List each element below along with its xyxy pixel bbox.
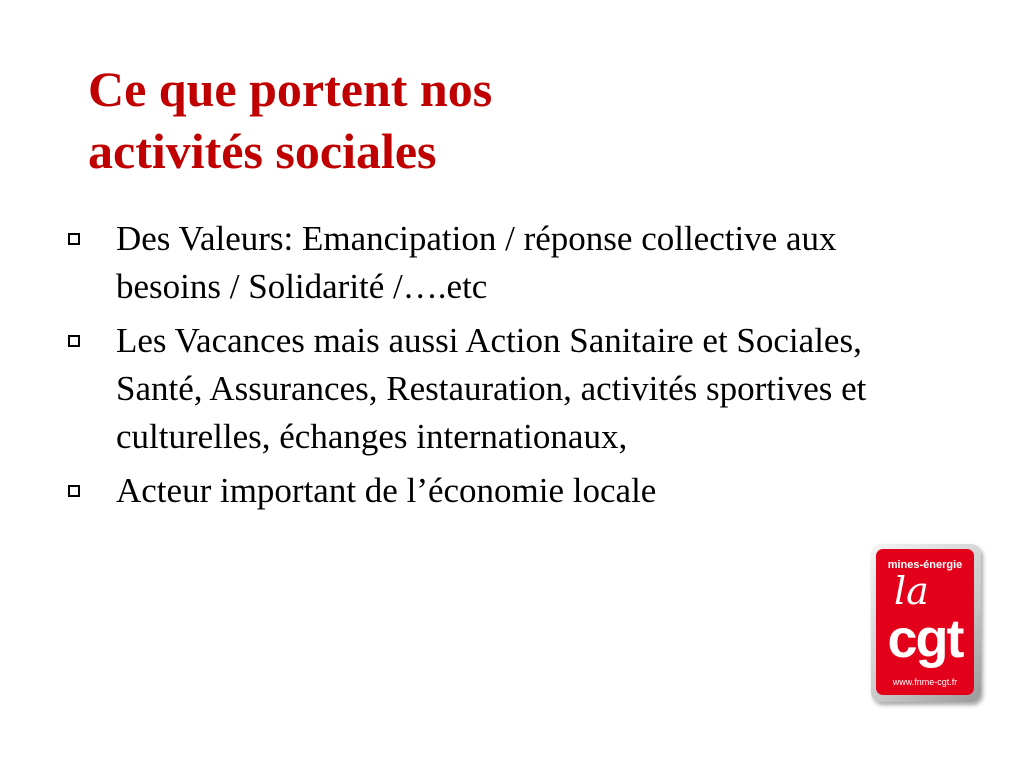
hollow-square-bullet-icon (68, 335, 80, 347)
logo-top-text: mines-énergie (887, 559, 963, 571)
bullet-item-valeurs (64, 215, 944, 311)
bullet-list (64, 215, 944, 515)
bullet-item-vacances (64, 317, 944, 461)
cgt-logo (871, 544, 981, 702)
bullet-text: Acteur important de l’économie locale (116, 471, 657, 510)
slide-title (88, 58, 492, 182)
cgt-logo-panel (876, 549, 974, 695)
hollow-square-bullet-icon (68, 485, 80, 497)
logo-main-text: cgt (887, 609, 963, 669)
bullet-text: Des Valeurs: Emancipation / réponse collective aux besoins / Solidarité /….etc (116, 219, 837, 306)
bullet-text: Les Vacances mais aussi Action Sanitaire et Sociales, Santé, Assurances, Restauration, activités sportives et culturelles, échanges internationaux, (116, 321, 867, 456)
slide-title-line-1: Ce que portent nos (88, 61, 493, 117)
logo-url-text: www.fnme-cgt.fr (892, 677, 958, 687)
slide-title-line-2: activités sociales (88, 123, 437, 179)
bullet-item-acteur (64, 467, 944, 515)
hollow-square-bullet-icon (68, 233, 80, 245)
logo-script-text: la (894, 569, 929, 613)
